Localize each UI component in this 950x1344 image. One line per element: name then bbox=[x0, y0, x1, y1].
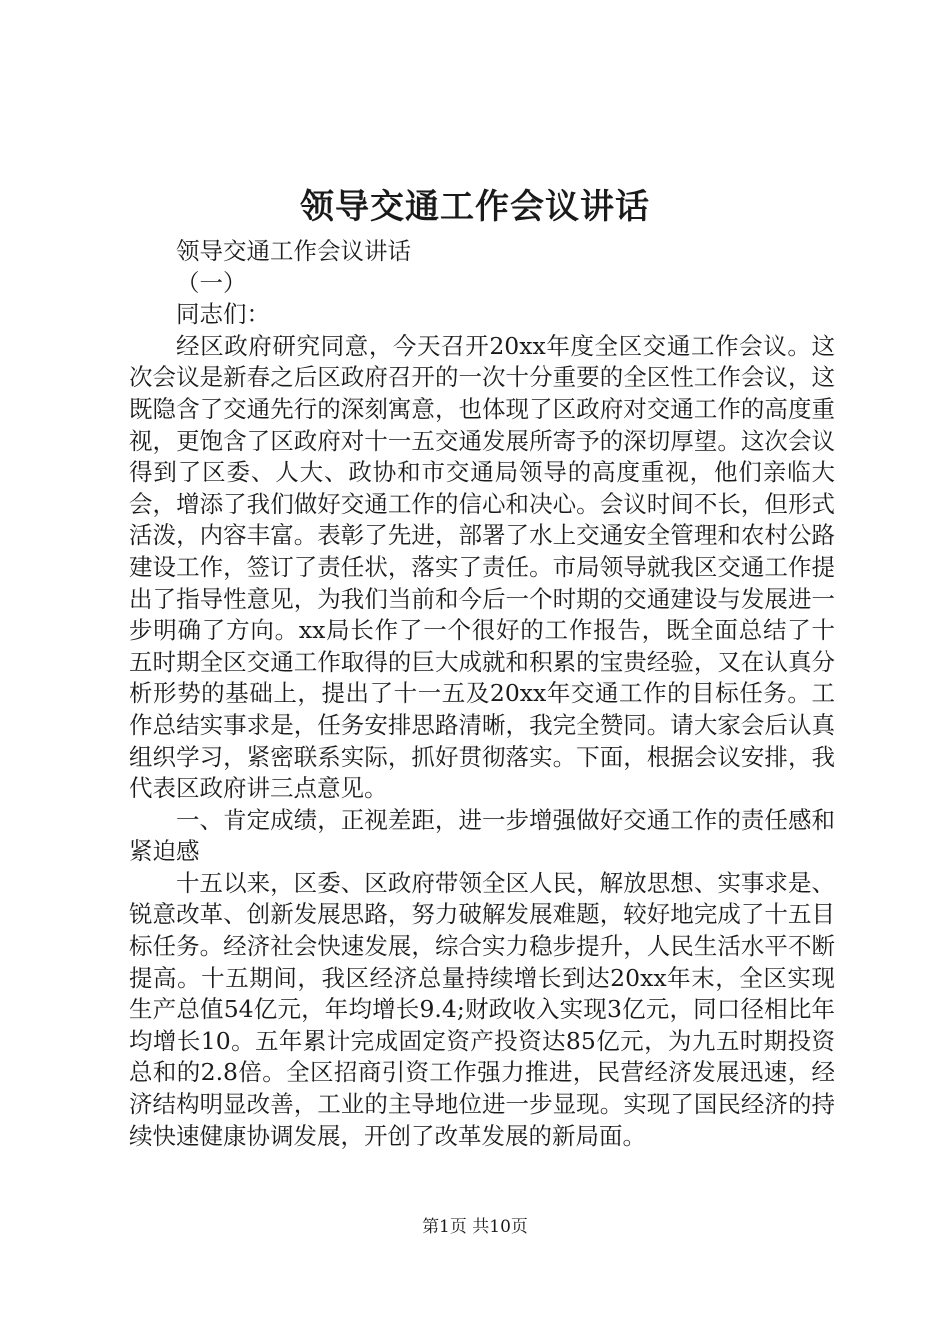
body-paragraph: 十五以来，区委、区政府带领全区人民，解放思想、实事求是、锐意改革、创新发展思路，努力破解发展难题，较好地完成了十五目标任务。经济社会快速发展，综合实力稳步提升，人民生活水平不断提高。十五期间，我区经济总量持续增长到达20xx年末，全区实现生产总值54亿元，年均增长9.4;财政收入实现3亿元，同口径相比年均增长10。五年累计完成固定资产投资达85亿元，为九五时期投资总和的2.8倍。全区招商引资工作强力推进，民营经济发展迅速，经济结构明显改善，工业的主导地位进一步显现。实现了国民经济的持续快速健康协调发展，开创了改革发展的新局面。 bbox=[129, 868, 835, 1150]
body-paragraph: 经区政府研究同意，今天召开20xx年度全区交通工作会议。这次会议是新春之后区政府召开的一次十分重要的全区性工作会议，这既隐含了交通先行的深刻寓意，也体现了区政府对交通工作的高度重视，更饱含了区政府对十一五交通发展所寄予的深切厚望。这次会议得到了区委、人大、政协和市交通局领导的高度重视，他们亲临大会，增添了我们做好交通工作的信心和决心。会议时间不长，但形式活泼，内容丰富。表彰了先进，部署了水上交通安全管理和农村公路建设工作，签订了责任状，落实了责任。市局领导就我区交通工作提出了指导性意见，为我们当前和今后一个时期的交通建设与发展进一步明确了方向。xx局长作了一个很好的工作报告，既全面总结了十五时期全区交通工作取得的巨大成就和积累的宝贵经验，又在认真分析形势的基础上，提出了十一五及20xx年交通工作的目标任务。工作总结实事求是，任务安排思路清晰，我完全赞同。请大家会后认真组织学习，紧密联系实际，抓好贯彻落实。下面，根据会议安排，我代表区政府讲三点意见。 bbox=[129, 331, 835, 803]
subtitle-paragraph: 领导交通工作会议讲话 bbox=[176, 237, 411, 265]
section-number-paragraph: （一） bbox=[176, 268, 247, 297]
salutation-paragraph: 同志们： bbox=[176, 300, 270, 329]
section-heading-paragraph: 一、肯定成绩，正视差距，进一步增强做好交通工作的责任感和紧迫感 bbox=[129, 805, 835, 866]
document-title: 领导交通工作会议讲话 bbox=[300, 187, 650, 227]
document-body bbox=[129, 236, 835, 1152]
page-footer: 第1页 共10页 bbox=[422, 1217, 528, 1237]
